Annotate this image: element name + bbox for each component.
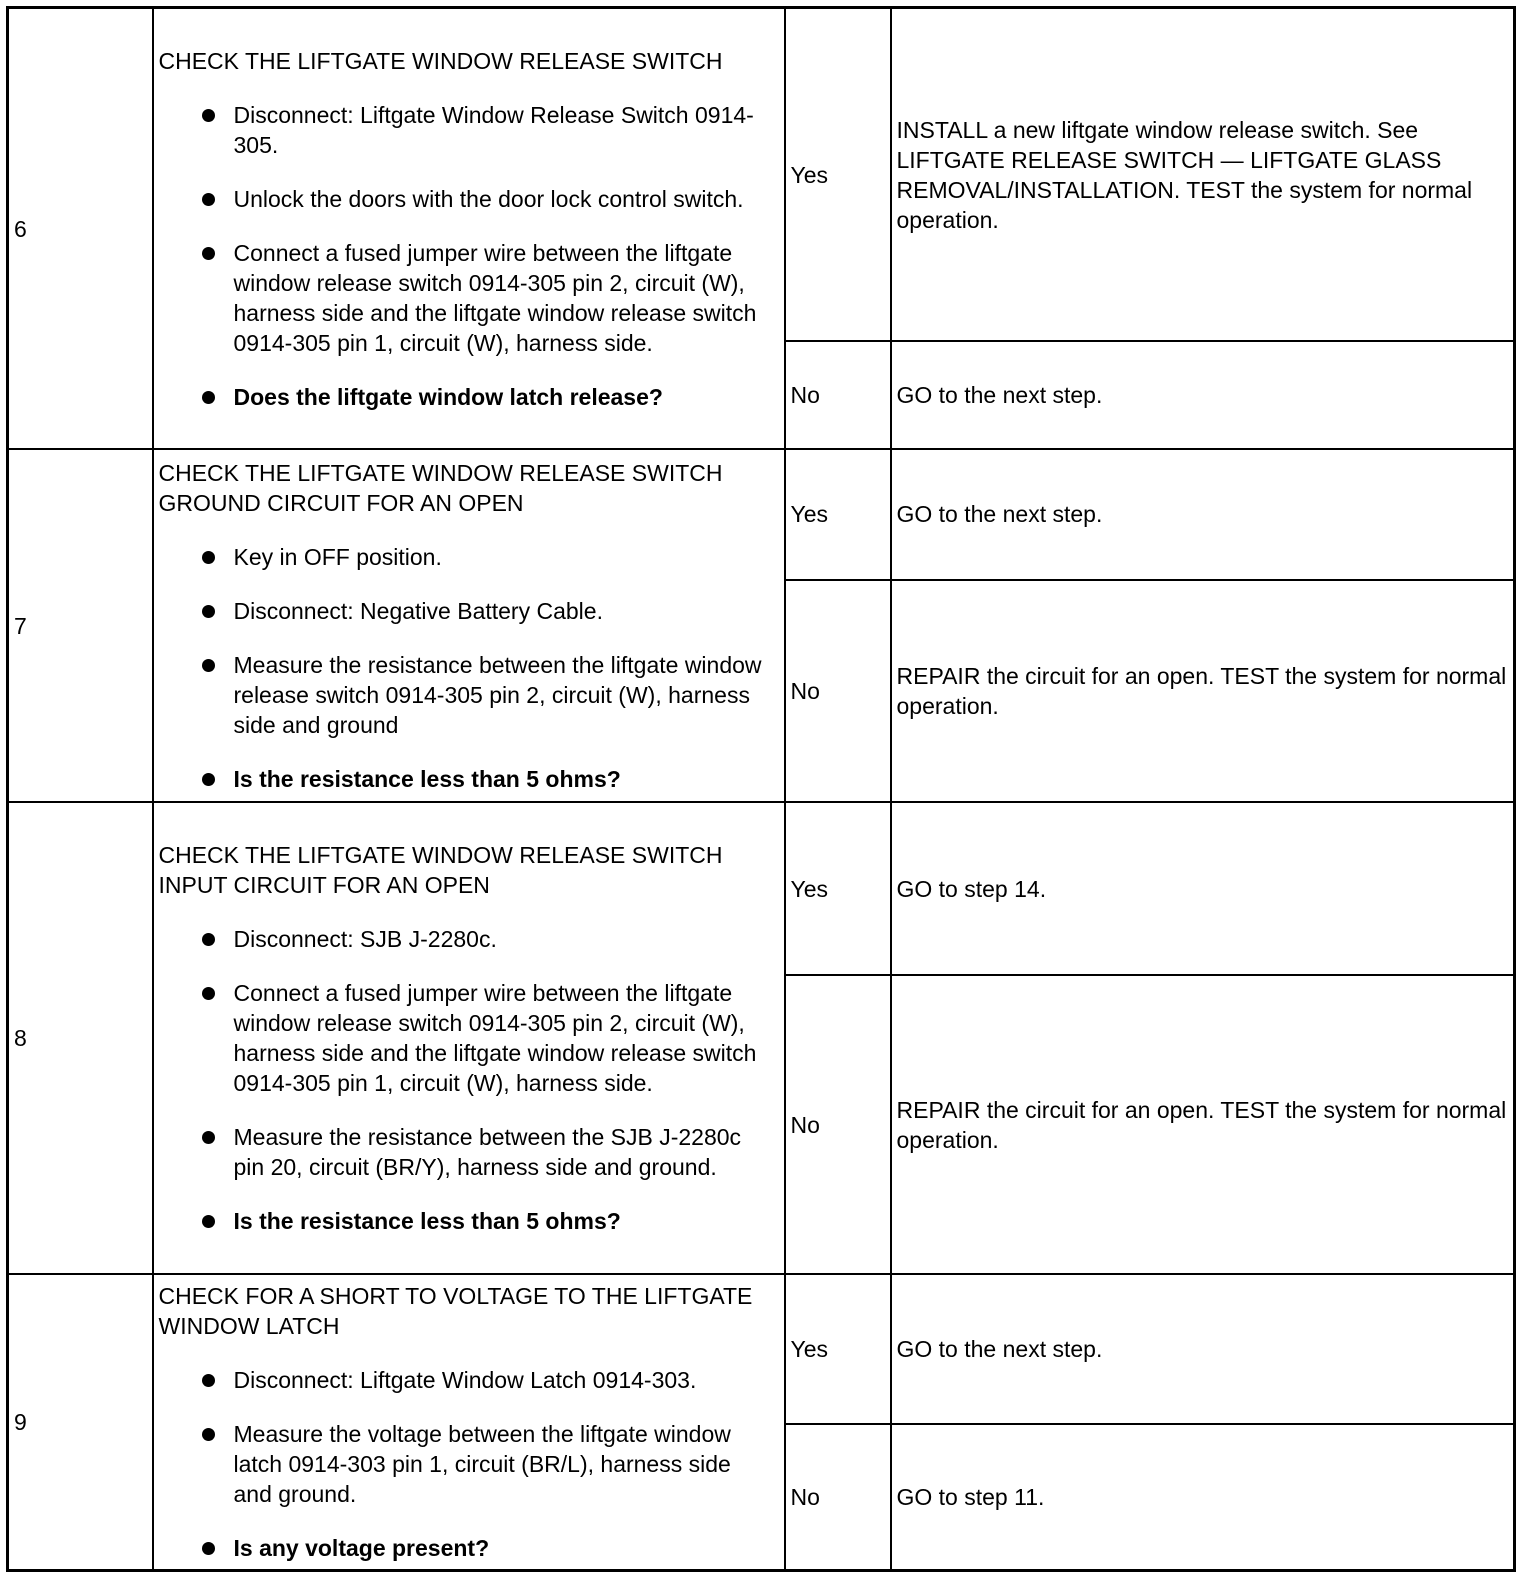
- result-no: REPAIR the circuit for an open. TEST the system for normal operation.: [891, 975, 1515, 1274]
- answer-no: No: [785, 580, 891, 802]
- step-bullets: [159, 924, 779, 1236]
- step-row-yes: [8, 449, 1515, 579]
- answer-yes: Yes: [785, 8, 891, 342]
- question-text: Is the resistance less than 5 ohms?: [233, 1207, 621, 1234]
- bullet-text: Key in OFF position.: [233, 543, 442, 570]
- bullet-text: Measure the resistance between the SJB J-2280c pin 20, circuit (BR/Y), harness side and ground.: [233, 1123, 742, 1180]
- result-yes: GO to the next step.: [891, 1274, 1515, 1424]
- bullet-dot-icon: [202, 551, 215, 564]
- result-no: GO to step 11.: [891, 1424, 1515, 1570]
- step-row-yes: [8, 802, 1515, 975]
- step-row-yes: [8, 8, 1515, 342]
- step-action: [153, 802, 785, 1274]
- bullet-text: Disconnect: Liftgate Window Latch 0914-303.: [233, 1366, 697, 1393]
- step-title: CHECK FOR A SHORT TO VOLTAGE TO THE LIFTGATE WINDOW LATCH: [158, 1282, 753, 1339]
- bullet-text: Connect a fused jumper wire between the liftgate window release switch 0914-305 pin 2, circuit (W), harness side and the liftgate window release switch 0914-305 pin 1, circuit (W), harness side.: [233, 979, 757, 1096]
- bullet-text: Unlock the doors with the door lock control switch.: [233, 185, 744, 212]
- answer-no: No: [785, 1424, 891, 1570]
- bullet-dot-icon: [202, 391, 215, 404]
- bullet-question: [159, 382, 779, 412]
- step-title: CHECK THE LIFTGATE WINDOW RELEASE SWITCH: [158, 47, 723, 74]
- bullet-item: [159, 650, 779, 740]
- result-yes: GO to the next step.: [891, 449, 1515, 579]
- bullet-dot-icon: [202, 659, 215, 672]
- bullet-dot-icon: [202, 1374, 215, 1387]
- bullet-item: [159, 238, 779, 358]
- answer-yes: Yes: [785, 1274, 891, 1424]
- result-no: GO to the next step.: [891, 341, 1515, 449]
- step-bullets: [159, 1365, 779, 1563]
- question-text: Is any voltage present?: [233, 1534, 490, 1561]
- bullet-dot-icon: [202, 1428, 215, 1441]
- answer-no: No: [785, 341, 891, 449]
- step-action: [153, 1274, 785, 1571]
- bullet-text: Disconnect: SJB J-2280c.: [233, 925, 497, 952]
- step-bullets: [159, 100, 779, 412]
- step-bullets: [159, 542, 779, 794]
- result-yes: GO to step 14.: [891, 802, 1515, 975]
- bullet-dot-icon: [202, 1215, 215, 1228]
- answer-yes: Yes: [785, 802, 891, 975]
- bullet-dot-icon: [202, 247, 215, 260]
- step-number: 7: [8, 449, 153, 802]
- bullet-text: Disconnect: Liftgate Window Release Switch 0914-305.: [233, 101, 754, 158]
- bullet-dot-icon: [202, 109, 215, 122]
- step-action: [153, 449, 785, 802]
- bullet-item: [159, 542, 779, 572]
- bullet-item: [159, 978, 779, 1098]
- answer-yes: Yes: [785, 449, 891, 579]
- step-number: 6: [8, 8, 153, 450]
- bullet-dot-icon: [202, 773, 215, 786]
- result-no: REPAIR the circuit for an open. TEST the system for normal operation.: [891, 580, 1515, 802]
- bullet-item: [159, 1419, 779, 1509]
- bullet-item: [159, 1365, 779, 1395]
- diagnostic-table: [6, 6, 1516, 1572]
- bullet-dot-icon: [202, 933, 215, 946]
- question-text: Is the resistance less than 5 ohms?: [233, 765, 621, 792]
- result-yes: INSTALL a new liftgate window release switch. See LIFTGATE RELEASE SWITCH — LIFTGATE GLASS REMOVAL/INSTALLATION. TEST the system for normal operation.: [891, 8, 1515, 342]
- bullet-text: Disconnect: Negative Battery Cable.: [233, 597, 603, 624]
- step-title: CHECK THE LIFTGATE WINDOW RELEASE SWITCH INPUT CIRCUIT FOR AN OPEN: [158, 841, 723, 898]
- bullet-item: [159, 184, 779, 214]
- bullet-dot-icon: [202, 605, 215, 618]
- bullet-item: [159, 924, 779, 954]
- bullet-text: Connect a fused jumper wire between the liftgate window release switch 0914-305 pin 2, circuit (W), harness side and the liftgate window release switch 0914-305 pin 1, circuit (W), harness side.: [233, 239, 757, 356]
- step-action: [153, 8, 785, 450]
- bullet-dot-icon: [202, 987, 215, 1000]
- bullet-item: [159, 1122, 779, 1182]
- bullet-dot-icon: [202, 1542, 215, 1555]
- bullet-question: [159, 1206, 779, 1236]
- step-number: 8: [8, 802, 153, 1274]
- bullet-item: [159, 596, 779, 626]
- bullet-text: Measure the voltage between the liftgate window latch 0914-303 pin 1, circuit (BR/L), harness side and ground.: [233, 1420, 731, 1507]
- bullet-question: [159, 1533, 779, 1563]
- bullet-dot-icon: [202, 193, 215, 206]
- bullet-dot-icon: [202, 1131, 215, 1144]
- step-title: CHECK THE LIFTGATE WINDOW RELEASE SWITCH GROUND CIRCUIT FOR AN OPEN: [158, 459, 723, 516]
- step-row-yes: [8, 1274, 1515, 1424]
- question-text: Does the liftgate window latch release?: [233, 383, 663, 410]
- bullet-question: [159, 764, 779, 794]
- step-number: 9: [8, 1274, 153, 1571]
- bullet-text: Measure the resistance between the liftgate window release switch 0914-305 pin 2, circuit (W), harness side and ground: [233, 651, 762, 738]
- bullet-item: [159, 100, 779, 160]
- answer-no: No: [785, 975, 891, 1274]
